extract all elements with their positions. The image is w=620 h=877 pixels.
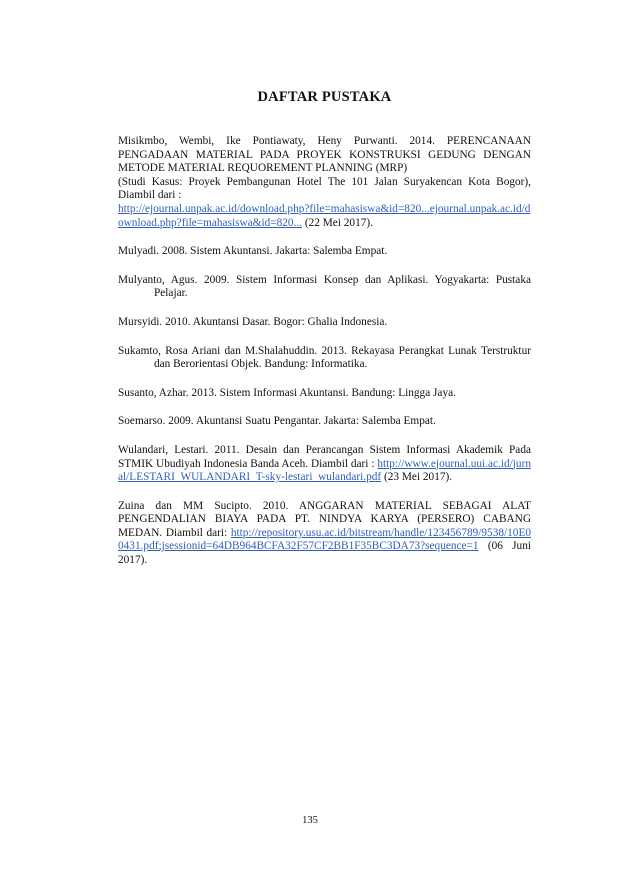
reference-mursyidi bbox=[118, 316, 531, 330]
reference-soemarso bbox=[118, 415, 531, 429]
reference-text: Sukamto, Rosa Ariani dan M.Shalahuddin. 2013. Rekayasa Perangkat Lunak Terstruktur dan Berorientasi Objek. Bandung: Informatika. bbox=[118, 344, 531, 371]
reference-zuina bbox=[118, 500, 531, 568]
reference-link[interactable]: http://www.ejournal.uui.ac.id/jurnal/LESTARI_WULANDARI_T-sky-lestari_wulandari.pdf bbox=[118, 457, 531, 484]
reference-wulandari bbox=[118, 444, 531, 485]
reference-susanto bbox=[118, 387, 531, 401]
page-title: DAFTAR PUSTAKA bbox=[257, 89, 392, 105]
reference-sukamto bbox=[118, 345, 531, 372]
reference-link[interactable]: http://repository.usu.ac.id/bitstream/handle/123456789/9538/10E00431.pdf;jsessionid=64DB964BCFA32F57CF2BB1F35BC3DA73?sequence=1 bbox=[118, 526, 531, 553]
reference-link[interactable]: http://ejournal.unpak.ac.id/download.php?file=mahasiswa&id=820...ejournal.unpak.ac.id/download.php?file=mahasiswa&id=820... bbox=[118, 202, 531, 229]
access-date: (23 Mei 2017). bbox=[381, 471, 453, 484]
reference-text: Misikmbo, Wembi, Ike Pontiawaty, Heny Purwanti. 2014. PERENCANAAN PENGADAAN MATERIAL PADA PROYEK KONSTRUKSI GEDUNG DENGAN METODE MATERIAL REQUOREMENT PLANNING (MRP) bbox=[118, 135, 531, 175]
reference-text: Mulyanto, Agus. 2009. Sistem Informasi Konsep dan Aplikasi. Yogyakarta: Pustaka Pelajar. bbox=[118, 273, 531, 300]
reference-study: (Studi Kasus: Proyek Pembangunan Hotel The 101 Jalan Suryakencan Kota Bogor), Diambil dari : bbox=[118, 175, 531, 202]
reference-misikmbo bbox=[118, 135, 531, 230]
reference-text: Soemarso. 2009. Akuntansi Suatu Pengantar. Jakarta: Salemba Empat. bbox=[118, 415, 436, 428]
reference-text: Zuina dan MM Sucipto. 2010. ANGGARAN MATERIAL SEBAGAI ALAT PENGENDALIAN BIAYA PADA PT. NINDYA KARYA (PERSERO) CABANG MEDAN. Diambil dari: bbox=[118, 499, 531, 539]
reference-text: Mulyadi. 2008. Sistem Akuntansi. Jakarta: Salemba Empat. bbox=[118, 245, 388, 258]
reference-text: Wulandari, Lestari. 2011. Desain dan Perancangan Sistem Informasi Akademik Pada STMIK Ubudiyah Indonesia Banda Aceh. Diambil dari : bbox=[118, 443, 531, 470]
page-number: 135 bbox=[302, 815, 318, 826]
reference-text: Mursyidi. 2010. Akuntansi Dasar. Bogor: Ghalia Indonesia. bbox=[118, 315, 388, 328]
reference-mulyanto bbox=[118, 274, 531, 301]
reference-text: Susanto, Azhar. 2013. Sistem Informasi Akuntansi. Bandung: Lingga Jaya. bbox=[118, 386, 456, 399]
access-date: (06 Juni 2017). bbox=[118, 540, 531, 567]
access-date: (22 Mei 2017). bbox=[302, 216, 373, 229]
reference-list bbox=[118, 135, 531, 583]
reference-mulyadi bbox=[118, 245, 531, 259]
